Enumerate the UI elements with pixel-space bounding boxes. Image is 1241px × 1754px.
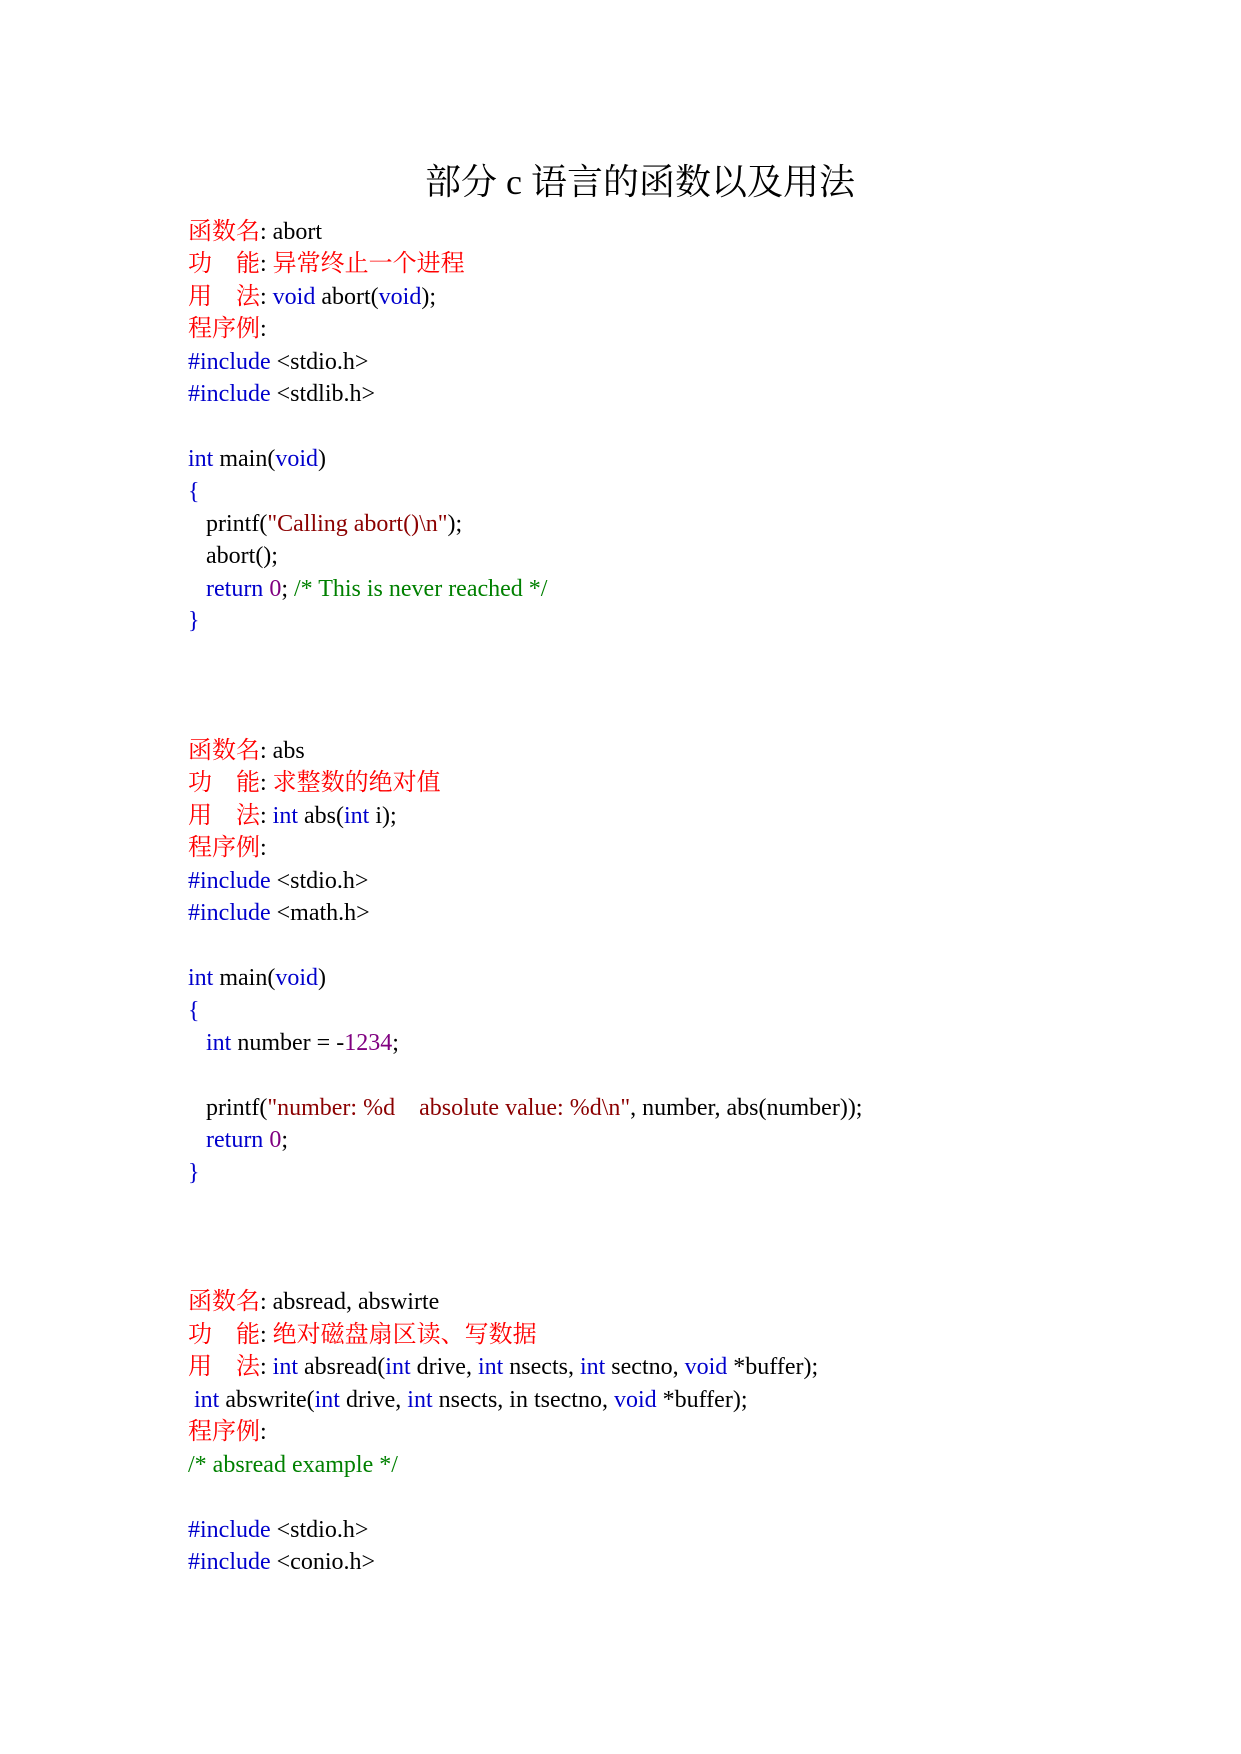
text-token: number = - — [231, 1029, 345, 1056]
text-line — [188, 995, 862, 1027]
label-token: 用 法 — [188, 1354, 260, 1381]
number-token: 0 — [269, 575, 282, 602]
keyword-token: return — [206, 1127, 264, 1154]
label-token: 用 法 — [188, 283, 260, 310]
text-token: ; — [281, 1127, 288, 1154]
text-line — [188, 1124, 862, 1156]
keyword-token: int — [194, 1386, 220, 1413]
keyword-token: } — [188, 608, 200, 635]
text-token: ; — [392, 1029, 399, 1056]
text-token: : — [260, 1321, 273, 1348]
text-line — [188, 443, 862, 475]
text-token: ) — [318, 446, 326, 473]
keyword-token: #include — [188, 1548, 271, 1575]
text-line — [188, 767, 862, 799]
keyword-token: int — [344, 802, 370, 829]
label-token: 求整数的绝对值 — [272, 770, 441, 797]
text-token: : absread, abswirte — [260, 1289, 440, 1316]
text-token: <stdio.h> — [270, 1516, 369, 1543]
keyword-token: void — [378, 283, 422, 310]
text-token: nsects, in tsectno, — [432, 1386, 614, 1413]
text-line — [188, 1449, 862, 1481]
blank-line — [188, 1189, 862, 1221]
text-token: : — [260, 316, 267, 343]
label-token: 函数名 — [188, 738, 260, 764]
text-token: : — [260, 283, 273, 310]
text-token: : — [260, 1354, 273, 1381]
text-line — [188, 897, 862, 929]
text-token: : abort — [260, 219, 322, 245]
keyword-token: void — [684, 1354, 728, 1381]
keyword-token: int — [385, 1354, 411, 1381]
text-token: i); — [369, 802, 397, 829]
keyword-token: { — [188, 478, 200, 505]
text-token: : — [260, 251, 273, 278]
keyword-token: #include — [188, 900, 271, 927]
text-line — [188, 1351, 862, 1383]
label-token: 用 法 — [188, 802, 260, 829]
text-line — [188, 281, 862, 313]
number-token: 1234 — [344, 1029, 393, 1056]
text-token: abort( — [315, 283, 379, 310]
label-token: 功 能 — [188, 770, 260, 797]
keyword-token: int — [188, 446, 214, 473]
text-token: *buffer); — [727, 1354, 819, 1381]
blank-line — [188, 1059, 862, 1091]
label-token: 函数名 — [188, 1289, 260, 1316]
text-line — [188, 1514, 862, 1546]
text-token: : — [260, 1419, 267, 1446]
keyword-token: #include — [188, 381, 271, 408]
keyword-token: int — [579, 1354, 606, 1381]
blank-line — [188, 1222, 862, 1254]
text-line — [188, 962, 862, 994]
keyword-token: void — [613, 1386, 657, 1413]
blank-line — [188, 930, 862, 962]
keyword-token: int — [477, 1354, 504, 1381]
label-token: 绝对磁盘扇区读、写数据 — [272, 1321, 537, 1348]
text-line — [188, 1384, 862, 1416]
keyword-token: return — [206, 575, 264, 602]
keyword-token: #include — [188, 867, 271, 894]
text-token: absread( — [298, 1354, 386, 1381]
text-line — [188, 1092, 862, 1124]
keyword-token: #include — [188, 1516, 271, 1543]
keyword-token: int — [188, 965, 214, 992]
keyword-token: void — [272, 283, 316, 310]
text-token: <conio.h> — [270, 1548, 376, 1575]
blank-line — [188, 670, 862, 702]
keyword-token: int — [272, 1354, 299, 1381]
string-token: "Calling abort()\n" — [267, 510, 448, 537]
document-body — [188, 216, 862, 1578]
text-token: drive, — [339, 1386, 408, 1413]
text-token: printf( — [188, 510, 268, 537]
blank-line — [188, 638, 862, 670]
text-token: abs( — [298, 802, 344, 829]
comment-token: /* absread example */ — [188, 1451, 398, 1478]
comment-token: /* This is never reached */ — [293, 575, 548, 602]
text-line — [188, 1546, 862, 1578]
text-token — [188, 576, 206, 602]
blank-line — [188, 703, 862, 735]
text-line — [188, 865, 862, 897]
text-token: abort(); — [188, 543, 278, 570]
text-token: <stdio.h> — [270, 348, 369, 375]
text-line — [188, 832, 862, 864]
keyword-token: void — [275, 965, 318, 992]
keyword-token: int — [407, 1386, 433, 1413]
text-token: : — [260, 835, 267, 862]
text-line — [188, 1027, 862, 1059]
text-token: : — [260, 802, 273, 829]
document-title: 部分 c 语言的函数以及用法 — [425, 162, 855, 202]
number-token: 0 — [269, 1127, 282, 1154]
text-token: ) — [318, 965, 326, 992]
text-line — [188, 605, 862, 637]
text-token — [188, 1030, 206, 1056]
keyword-token: int — [272, 802, 299, 829]
text-token: main( — [213, 965, 276, 992]
text-line — [188, 573, 862, 605]
label-token: 程序例 — [188, 835, 260, 862]
label-token: 异常终止一个进程 — [272, 251, 465, 278]
text-token: , number, abs(number)); — [630, 1094, 863, 1121]
text-line — [188, 1319, 862, 1351]
text-token: abswrite( — [219, 1386, 315, 1413]
text-token: *buffer); — [656, 1386, 748, 1413]
text-token: <math.h> — [270, 900, 370, 927]
text-token: ); — [447, 510, 463, 537]
text-token: sectno, — [605, 1354, 685, 1381]
text-token: drive, — [410, 1354, 478, 1381]
text-token: ; — [281, 575, 294, 602]
text-line — [188, 735, 862, 767]
text-token: <stdlib.h> — [270, 381, 376, 408]
label-token: 函数名 — [188, 219, 260, 245]
string-token: "number: %d absolute value: %d\n" — [267, 1094, 631, 1121]
text-token — [188, 1127, 206, 1153]
text-token: main( — [213, 446, 276, 473]
text-line — [188, 248, 862, 280]
keyword-token: void — [275, 446, 318, 473]
keyword-token: } — [188, 1159, 200, 1186]
blank-line — [188, 411, 862, 443]
text-line — [188, 476, 862, 508]
keyword-token: { — [188, 997, 200, 1024]
text-line — [188, 216, 862, 248]
text-token: nsects, — [503, 1354, 580, 1381]
text-token: : — [260, 770, 273, 797]
blank-line — [188, 1254, 862, 1286]
text-line — [188, 313, 862, 345]
text-line — [188, 1157, 862, 1189]
text-line — [188, 1416, 862, 1448]
text-line — [188, 800, 862, 832]
text-line — [188, 508, 862, 540]
label-token: 程序例 — [188, 316, 260, 343]
keyword-token: #include — [188, 348, 271, 375]
text-token: : abs — [260, 738, 305, 764]
text-line — [188, 540, 862, 572]
text-token: ); — [421, 283, 436, 310]
label-token: 功 能 — [188, 1321, 260, 1348]
label-token: 功 能 — [188, 251, 260, 278]
blank-line — [188, 1481, 862, 1513]
text-token: <stdio.h> — [270, 867, 369, 894]
label-token: 程序例 — [188, 1419, 260, 1446]
text-token: printf( — [188, 1094, 268, 1121]
keyword-token: int — [206, 1029, 232, 1056]
text-line — [188, 378, 862, 410]
text-line — [188, 1286, 862, 1318]
keyword-token: int — [314, 1386, 340, 1413]
text-line — [188, 346, 862, 378]
